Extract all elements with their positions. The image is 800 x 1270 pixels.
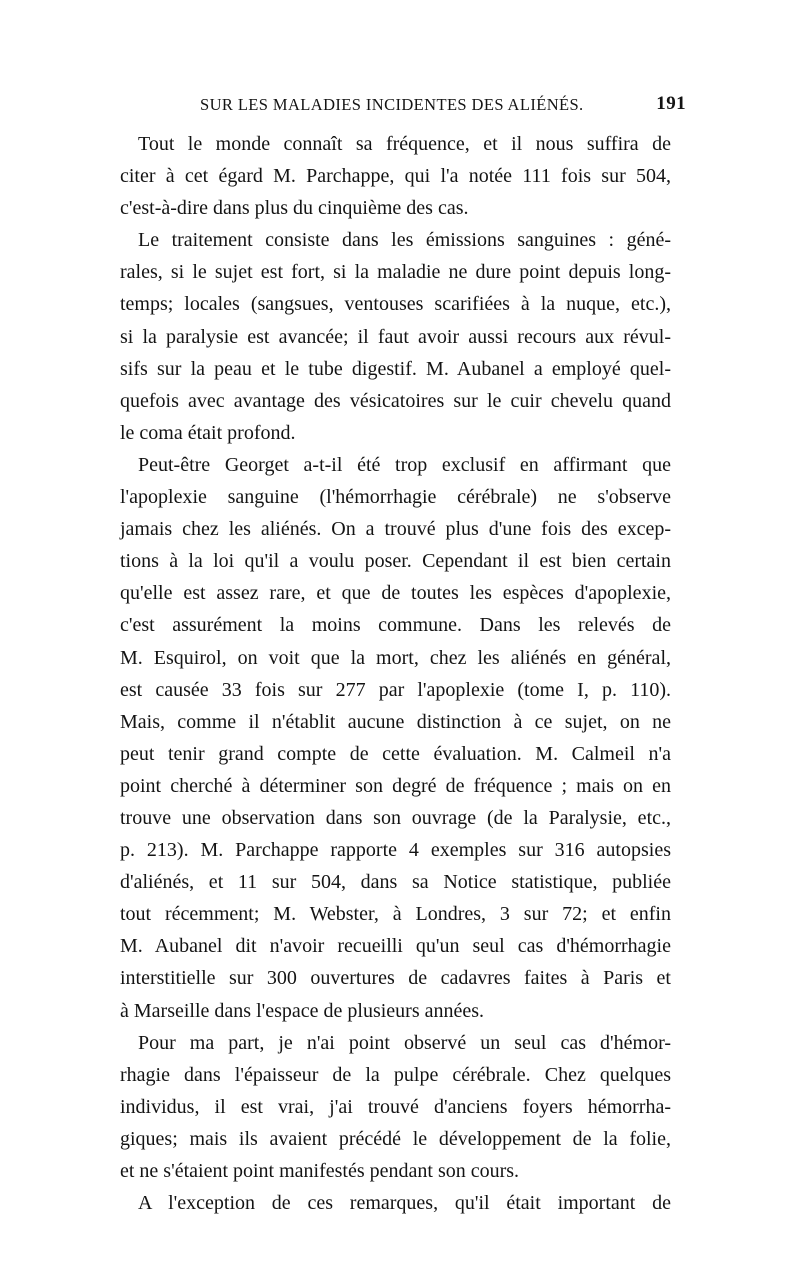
- text-line: Pour ma part, je n'ai point observé un seul cas d'hémor-: [138, 1031, 671, 1054]
- text-line: giques; mais ils avaient précédé le développement de la folie,: [120, 1127, 671, 1150]
- text-line: jamais chez les aliénés. On a trouvé plus d'une fois des excep-: [120, 518, 671, 541]
- text-line: tions à la loi qu'il a voulu poser. Cependant il est bien certain: [120, 550, 671, 573]
- text-line: rales, si le sujet est fort, si la maladie ne dure point depuis long-: [120, 261, 671, 284]
- text-line: interstitielle sur 300 ouvertures de cadavres faites à Paris et: [120, 967, 671, 990]
- text-line: quefois avec avantage des vésicatoires sur le cuir chevelu quand: [120, 389, 671, 412]
- body-text: [120, 128, 671, 1219]
- text-line: Tout le monde connaît sa fréquence, et il nous suffira de: [138, 133, 671, 155]
- text-line: point cherché à déterminer son degré de fréquence ; mais on en: [120, 774, 671, 797]
- text-line: qu'elle est assez rare, et que de toutes les espèces d'apoplexie,: [120, 582, 671, 605]
- text-line: d'aliénés, et 11 sur 504, dans sa Notice statistique, publiée: [120, 871, 671, 894]
- text-line: Le traitement consiste dans les émissions sanguines : géné-: [138, 229, 671, 252]
- text-line: individus, il est vrai, j'ai trouvé d'anciens foyers hémorrha-: [120, 1095, 671, 1118]
- text-line: trouve une observation dans son ouvrage (de la Paralysie, etc.,: [120, 806, 671, 829]
- text-line: et ne s'étaient point manifestés pendant son cours.: [120, 1160, 520, 1182]
- running-title: SUR LES MALADIES INCIDENTES DES ALIÉNÉS.: [200, 95, 584, 114]
- text-line: A l'exception de ces remarques, qu'il était important de: [138, 1192, 671, 1215]
- running-header: [200, 95, 686, 119]
- text-line: peut tenir grand compte de cette évaluation. M. Calmeil n'a: [120, 742, 671, 765]
- text-line: Peut-être Georget a-t-il été trop exclusif en affirmant que: [138, 453, 671, 476]
- paragraph: [120, 224, 671, 449]
- text-line: citer à cet égard M. Parchappe, qui l'a notée 111 fois sur 504,: [120, 165, 671, 188]
- text-line: si la paralysie est avancée; il faut avoir aussi recours aux révul-: [120, 325, 671, 348]
- text-line: à Marseille dans l'espace de plusieurs années.: [120, 999, 485, 1022]
- paragraph: [120, 128, 671, 224]
- text-line: c'est-à-dire dans plus du cinquième des cas.: [120, 197, 469, 220]
- paragraph: [120, 1027, 671, 1187]
- text-line: tout récemment; M. Webster, à Londres, 3 sur 72; et enfin: [120, 903, 671, 926]
- page-number: 191: [656, 93, 686, 114]
- text-line: M. Esquirol, on voit que la mort, chez les aliénés en général,: [120, 646, 671, 669]
- text-line: le coma était profond.: [120, 421, 296, 444]
- paragraph: [120, 1187, 671, 1219]
- paragraph: [120, 449, 671, 1027]
- text-line: Mais, comme il n'établit aucune distinction à ce sujet, on ne: [120, 710, 671, 733]
- text-line: l'apoplexie sanguine (l'hémorrhagie cérébrale) ne s'observe: [120, 486, 671, 509]
- text-line: est causée 33 fois sur 277 par l'apoplexie (tome I, p. 110).: [120, 678, 671, 701]
- text-line: temps; locales (sangsues, ventouses scarifiées à la nuque, etc.),: [120, 293, 671, 316]
- text-line: M. Aubanel dit n'avoir recueilli qu'un seul cas d'hémorrhagie: [120, 935, 671, 958]
- text-line: sifs sur la peau et le tube digestif. M. Aubanel a employé quel-: [120, 357, 671, 380]
- text-line: p. 213). M. Parchappe rapporte 4 exemples sur 316 autopsies: [120, 839, 671, 862]
- text-line: c'est assurément la moins commune. Dans les relevés de: [120, 614, 671, 637]
- text-line: rhagie dans l'épaisseur de la pulpe cérébrale. Chez quelques: [120, 1063, 671, 1086]
